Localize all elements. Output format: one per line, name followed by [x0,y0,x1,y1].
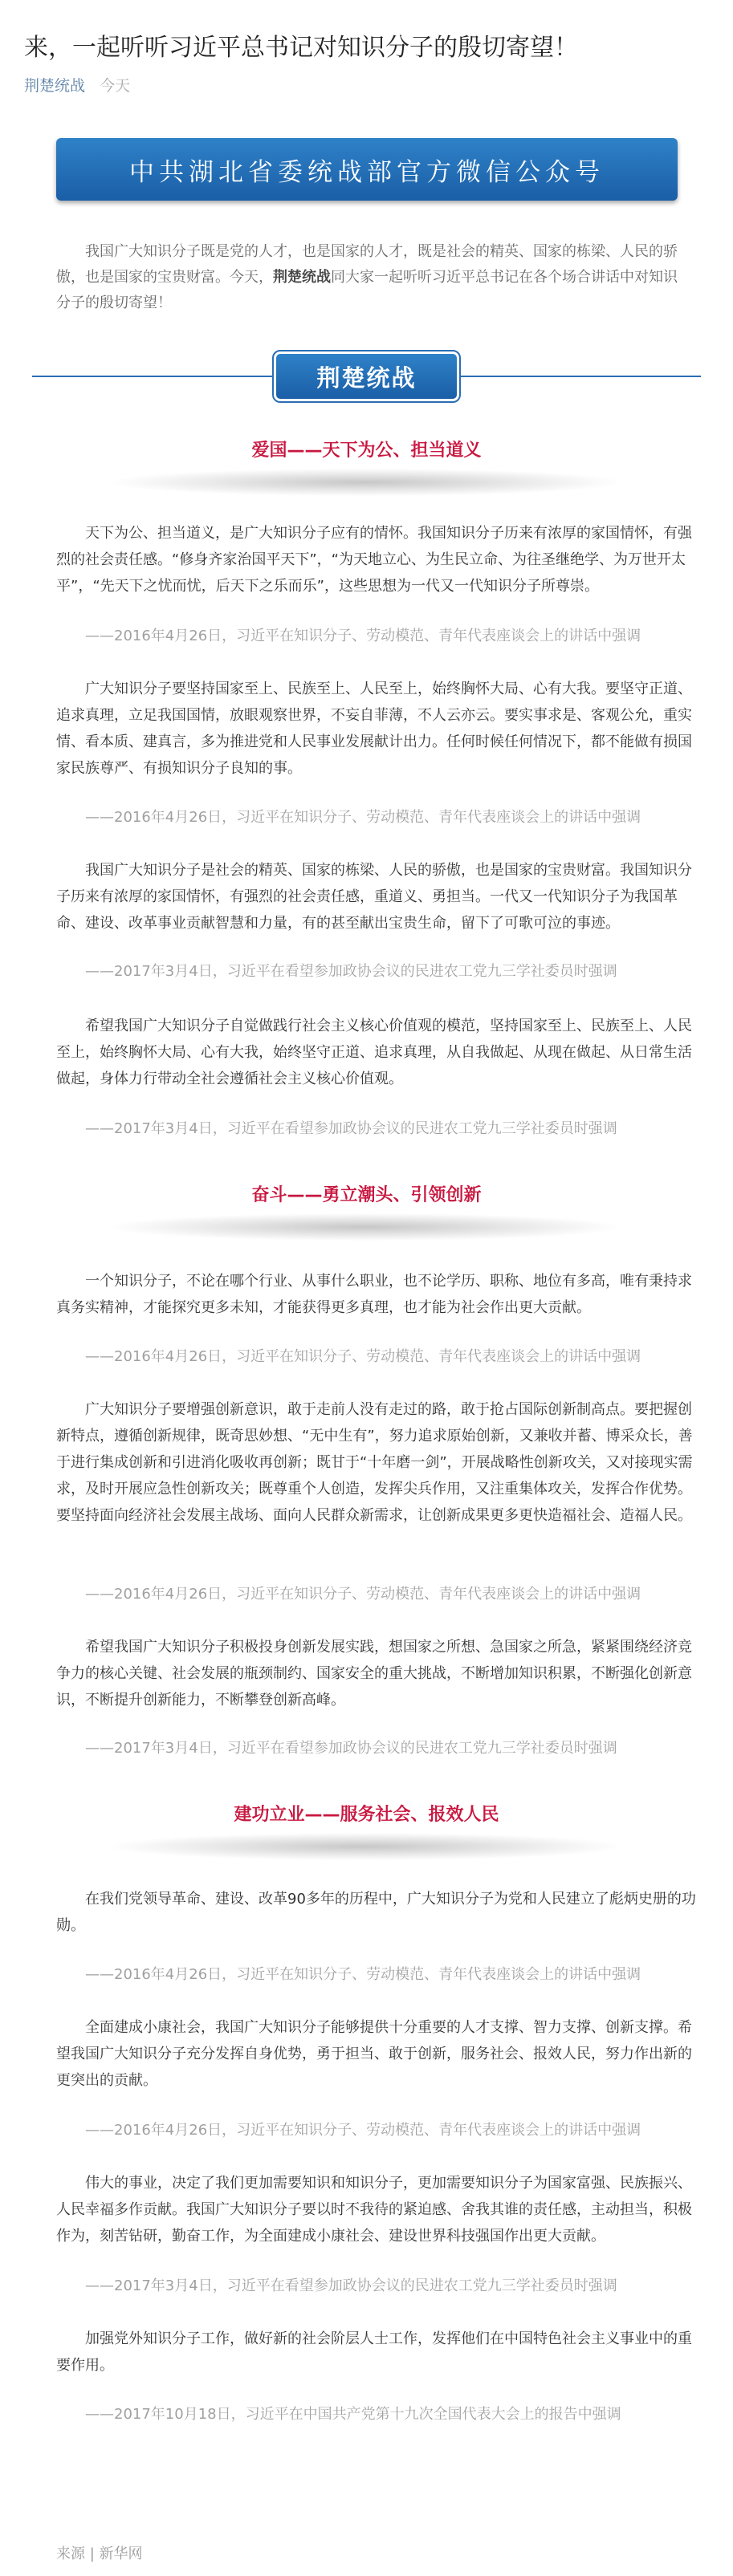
body-paragraph: 我国广大知识分子是社会的精英、国家的栋梁、人民的骄傲，也是国家的宝贵财富。我国知识分子历来有浓厚的家国情怀，有强烈的社会责任感，重道义、勇担当。一代又一代知识分子为我国革命、建设、改革事业贡献智慧和力量，有的甚至献出宝贵生命，留下了可歌可泣的事迹。 [56,862,692,932]
brand-label: 荆楚统战 [316,364,417,392]
body-paragraph: 广大知识分子要增强创新意识，敢于走前人没有走过的路，敢于抢占国际创新制高点。要把握创新特点，遵循创新规律，既奇思妙想、“无中生有”，努力追求原始创新，又兼收并蓄、博采众长，善于进行集成创新和引进消化吸收再创新；既甘于“十年磨一剑”，开展战略性创新攻关，又对接现实需求，及时开展应急性创新攻关；既尊重个人创造，发挥尖兵作用，又注重集体攻关，发挥合作优势。要坚持面向经济社会发展主战场、面向人民群众新需求，让创新成果更多更快造福社会、造福人民。 [56,1401,693,1524]
body-paragraph: 全面建成小康社会，我国广大知识分子能够提供十分重要的人才支撑、智力支撑、创新支撑。希望我国广大知识分子充分发挥自身优势，勇于担当、敢于创新，服务社会、报效人民，努力作出新的更突出的贡献。 [56,2019,692,2089]
citation-quote: ——2016年4月26日，习近平在知识分子、劳动模范、青年代表座谈会上的讲话中强调 [85,1966,641,1983]
account-name-link[interactable]: 荆楚统战 [24,77,86,95]
body-paragraph: 希望我国广大知识分子积极投身创新发展实践，想国家之所想、急国家之所急，紧紧围绕经济竞争力的核心关键、社会发展的瓶颈制约、国家安全的重大挑战，不断增加知识积累，不断强化创新意识，不断提升创新能力，不断攀登创新高峰。 [56,1639,692,1709]
article-source: 来源 | 新华网 [56,2546,143,2562]
brand-badge [274,351,459,401]
citation-quote: ——2017年3月4日，习近平在看望参加政协会议的民进农工党九三学社委员时强调 [85,2277,617,2294]
citation-quote: ——2016年4月26日，习近平在知识分子、劳动模范、青年代表座谈会上的讲话中强调 [85,2122,641,2139]
body-paragraph: 天下为公、担当道义，是广大知识分子应有的情怀。我国知识分子历来有浓厚的家国情怀，有强烈的社会责任感。“修身齐家治国平天下”，“为天地立心、为生民立命、为往圣继绝学、为万世开太平”，“先天下之忧而忧，后天下之乐而乐”，这些思想为一代又一代知识分子所尊崇。 [56,525,692,595]
article-title: 来，一起听听习近平总书记对知识分子的殷切寄望！ [24,34,578,62]
article-meta [24,74,130,95]
citation-quote: ——2017年10月18日，习近平在中国共产党第十九次全国代表大会上的报告中强调 [85,2406,621,2423]
body-paragraph: 伟大的事业，决定了我们更加需要知识和知识分子，更加需要知识分子为国家富强、民族振兴、人民幸福多作贡献。我国广大知识分子要以时不我待的紧迫感、舍我其谁的责任感，主动担当，积极作为，刻苦钻研，勤奋工作，为全面建成小康社会、建设世界科技强国作出更大贡献。 [56,2175,692,2245]
body-paragraph: 一个知识分子，不论在哪个行业、从事什么职业，也不论学历、职称、地位有多高，唯有秉持求真务实精神，才能探究更多未知，才能获得更多真理，也才能为社会作出更大贡献。 [56,1273,692,1316]
citation-quote: ——2016年4月26日，习近平在知识分子、劳动模范、青年代表座谈会上的讲话中强调 [85,1586,641,1603]
section-title: 建功立业——服务社会、报效人民 [234,1805,499,1825]
section-shadow-divider [112,1833,618,1860]
citation-quote: ——2016年4月26日，习近平在知识分子、劳动模范、青年代表座谈会上的讲话中强调 [85,628,641,644]
citation-quote: ——2016年4月26日，习近平在知识分子、劳动模范、青年代表座谈会上的讲话中强调 [85,809,641,826]
section-shadow-divider [112,469,618,496]
citation-quote: ——2016年4月26日，习近平在知识分子、劳动模范、青年代表座谈会上的讲话中强调 [85,1348,641,1365]
intro-paragraph [56,239,690,316]
citation-quote: ——2017年3月4日，习近平在看望参加政协会议的民进农工党九三学社委员时强调 [85,963,617,980]
body-paragraph: 希望我国广大知识分子自觉做践行社会主义核心价值观的模范，坚持国家至上、民族至上、人民至上，始终胸怀大局、心有大我，始终坚守正道、追求真理，从自我做起、从现在做起、从日常生活做起，身体力行带动全社会遵循社会主义核心价值观。 [56,1018,692,1087]
intro-bold: 荆楚统战 [273,269,331,286]
body-paragraph: 在我们党领导革命、建设、改革90多年的历程中，广大知识分子为党和人民建立了彪炳史册的功勋。 [56,1891,696,1934]
publish-date: 今天 [100,77,131,95]
section-title: 爱国——天下为公、担当道义 [251,441,482,461]
intro-after: 同大家一起听听习近平总书记在各个场合讲话中对知识分子的殷切寄望！ [56,269,678,311]
official-account-banner [56,138,678,201]
citation-quote: ——2017年3月4日，习近平在看望参加政协会议的民进农工党九三学社委员时强调 [85,1740,617,1757]
body-paragraph: 广大知识分子要坚持国家至上、民族至上、人民至上，始终胸怀大局、心有大我。要坚守正道、追求真理，立足我国国情，放眼观察世界，不妄自菲薄，不人云亦云。要实事求是、客观公允，重实情、看本质、建真言，多为推进党和人民事业发展献计出力。任何时候任何情况下，都不能做有损国家民族尊严、有损知识分子良知的事。 [56,681,692,777]
section-shadow-divider [112,1213,618,1241]
citation-quote: ——2017年3月4日，习近平在看望参加政协会议的民进农工党九三学社委员时强调 [85,1120,617,1137]
intro-before: 我国广大知识分子既是党的人才，也是国家的人才，既是社会的精英、国家的栋梁、人民的骄傲，也是国家的宝贵财富。今天， [56,243,678,286]
body-paragraph: 加强党外知识分子工作，做好新的社会阶层人士工作，发挥他们在中国特色社会主义事业中的重要作用。 [56,2330,692,2374]
section-title: 奋斗——勇立潮头、引领创新 [251,1185,482,1205]
banner-text: 中共湖北省委统战部官方微信公众号 [129,157,605,187]
